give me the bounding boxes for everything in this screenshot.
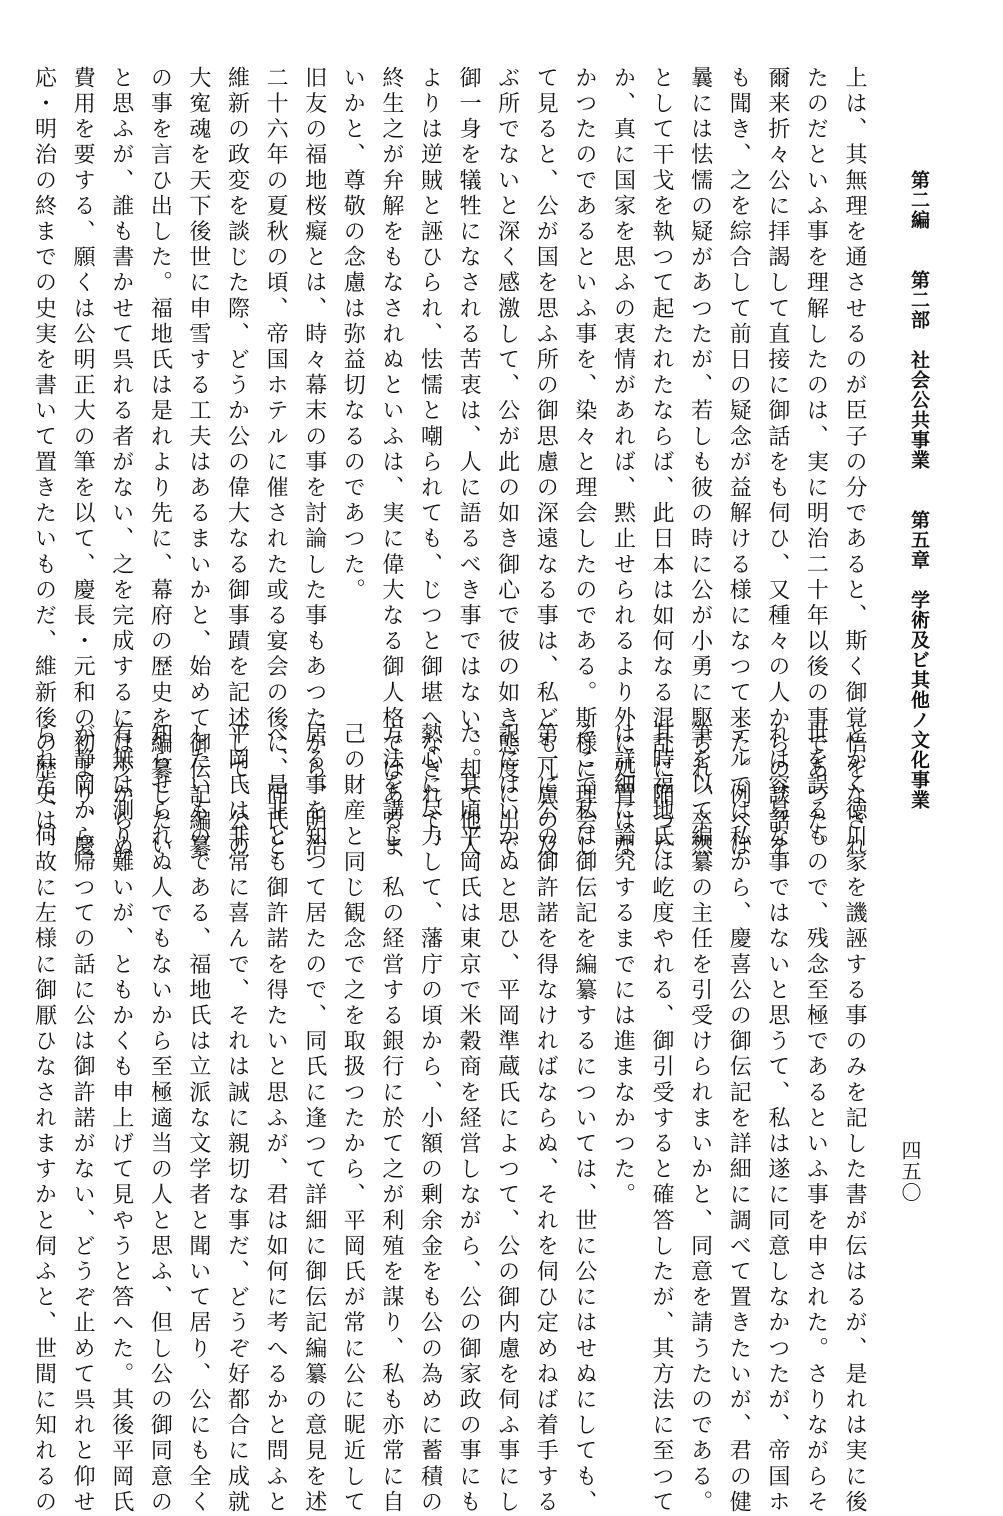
text-line: 大寃魂を天下後世に申雪する工夫はあるまいかと、始めて御伝記編纂 (185, 66, 211, 860)
text-line: 己の財産と同じ観念で之を取扱つたから、平岡氏が常に公に昵近して (340, 722, 366, 1516)
header-part: 第二編 (908, 170, 930, 230)
text-line: として干戈を執つて起たれたならば、此日本は如何なる混乱に陥つた (649, 66, 675, 860)
text-line: 居る事を知つて居たので、同氏に逢つて詳細に御伝記編纂の意見を述 (301, 722, 327, 1516)
text-line: か、真に国家を思ふの衷情があれば、黙止せられるより外に処置はな (610, 66, 636, 860)
upper-text-block (31, 66, 873, 860)
text-line: 御一身を犠牲になされる苦衷は、人に語るべき事ではない、却て他人 (456, 66, 482, 860)
text-line: よりは逆賊と誣ひられ、怯懦と嘲られても、じつと御堪へなされて、 (417, 66, 443, 860)
text-line: 応・明治の終までの史実を書いて置きたいものだ、維新後の歴史は、 (31, 66, 57, 860)
text-line: 維新の政変を談じた際、どうか公の偉大なる御事蹟を記述して、公の (224, 66, 250, 860)
text-line: 費用を要する、願くは公明正大の筆を以て、慶長・元和の初より、慶 (70, 66, 96, 860)
text-line: 其時福地氏は屹度やれる、御引受すると確答したが、其方法に至つて (649, 722, 675, 1516)
text-line: が静岡から帰つての話に公は御許諾がない、どうぞ止めて呉れと仰せ (70, 722, 96, 1516)
text-line: 終生之が弁解をもなされぬといふは、実に偉大なる御人格ではあるま (378, 66, 404, 860)
text-line: べ、是非とも御許諾を得たいと思ふが、君は如何に考へるかと問ふと (263, 722, 289, 1516)
text-line: いかと、尊敬の念慮は弥益切なるのであつた。 (340, 66, 366, 604)
text-line: 曩には怯懦の疑があつたが、若しも彼の時に公が小勇に駆られ、卒然 (687, 66, 713, 860)
text-line: も聞き、之を綜合して前日の疑念が益解ける様になつて来た。例へば (726, 66, 752, 860)
page-number: 四五〇 (898, 1140, 922, 1203)
text-line: テルでは私から、慶喜公の御伝記を詳細に調べて置きたいが、君の健 (726, 722, 752, 1516)
text-line: 世を誤るもので、残念至極であるといふ事を申された。さりながらそ (803, 722, 829, 1516)
text-line: 熱心に尽力して、藩庁の頃から、小額の剰余金をも公の為めに蓄積の (417, 722, 443, 1516)
text-line: かつたのであるといふ事を、染々と理会したのである。斯様に理会し (571, 66, 597, 860)
text-line: 訳にはいかぬと思ひ、平岡準蔵氏によつて、公の御内慮を伺ふ事にし (494, 722, 520, 1516)
text-line: 平岡氏は非常に喜んで、それは誠に親切な事だ、どうぞ好都合に成就 (224, 722, 250, 1516)
text-line: 第一に公の御許諾を得なければならぬ、それを伺ひ定めねば着手する (533, 722, 559, 1516)
text-line: したいものである、福地氏は立派な文学者と聞いて居り、公にも全く (185, 722, 211, 1516)
text-line: られた、何故に左様に御厭ひなされますかと伺ふと、世間に知れるの (31, 722, 57, 1516)
text-line: 知らせられぬ人でもないから至極適当の人と思ふ、但し公の御同意の (147, 722, 173, 1516)
text-line: とかく徳川家を譏誣する事のみを記した書が伝はるが、是れは実に後 (842, 722, 867, 1516)
text-line: 爾来折々公に拝謁して直接に御話をも伺ひ、又種々の人からの談話を (764, 66, 790, 860)
header-section: 第二部 社会公共事業 (908, 270, 930, 470)
text-line: ぶ所でないと深く感激して、公が此の如き御心で彼の如き態度に出で (494, 66, 520, 860)
text-line: は詳細に論究するまでには進まなかつた。 (610, 722, 636, 1209)
text-line: た。其頃平岡氏は東京で米穀商を経営しながら、公の御家政の事にも (456, 722, 482, 1516)
text-line: れは容易な事ではないと思うて、私は遂に同意しなかつたが、帝国ホ (764, 722, 790, 1516)
header-chapter: 第五章 学術及ビ其他ノ文化事業 (908, 510, 930, 810)
running-head (906, 170, 933, 810)
text-line: 有無は測り難いが、ともかくも申上げて見やうと答へた。其後平岡氏 (108, 722, 134, 1516)
text-line: 旧友の福地桜癡とは、時々幕末の事を討論した事もあつたから、明治 (301, 66, 327, 860)
text-line: 上は、其無理を通させるのが臣子の分であると、斯く御覚悟をなされ (842, 66, 867, 860)
text-line: 筆を以て編纂の主任を引受けられまいかと、同意を請うたのである。 (687, 722, 713, 1516)
text-line: たのだといふ事を理解したのは、実に明治二十年以後の事であつた。 (803, 66, 829, 860)
text-line: と思ふが、誰も書かせて呉れる者がない、之を完成するには少からぬ (108, 66, 134, 860)
text-line: 二十六年の夏秋の頃、帝国ホテルに催された或る宴会の後に、同氏と (263, 66, 289, 860)
text-line: の事を言ひ出した。福地氏は是れより先に、幕府の歴史を編纂したい (147, 66, 173, 860)
lower-text-block (31, 722, 873, 1516)
text-line: 方法を講じ、私の経営する銀行に於て之が利殖を謀り、私も亦常に自 (378, 722, 404, 1516)
text-line: そこで私は御伝記を編纂するについては、世に公にはせぬにしても、 (571, 722, 597, 1516)
text-line: て見ると、公が国を思ふ所の御思慮の深遠なる事は、私ども凡慮の及 (533, 66, 559, 860)
